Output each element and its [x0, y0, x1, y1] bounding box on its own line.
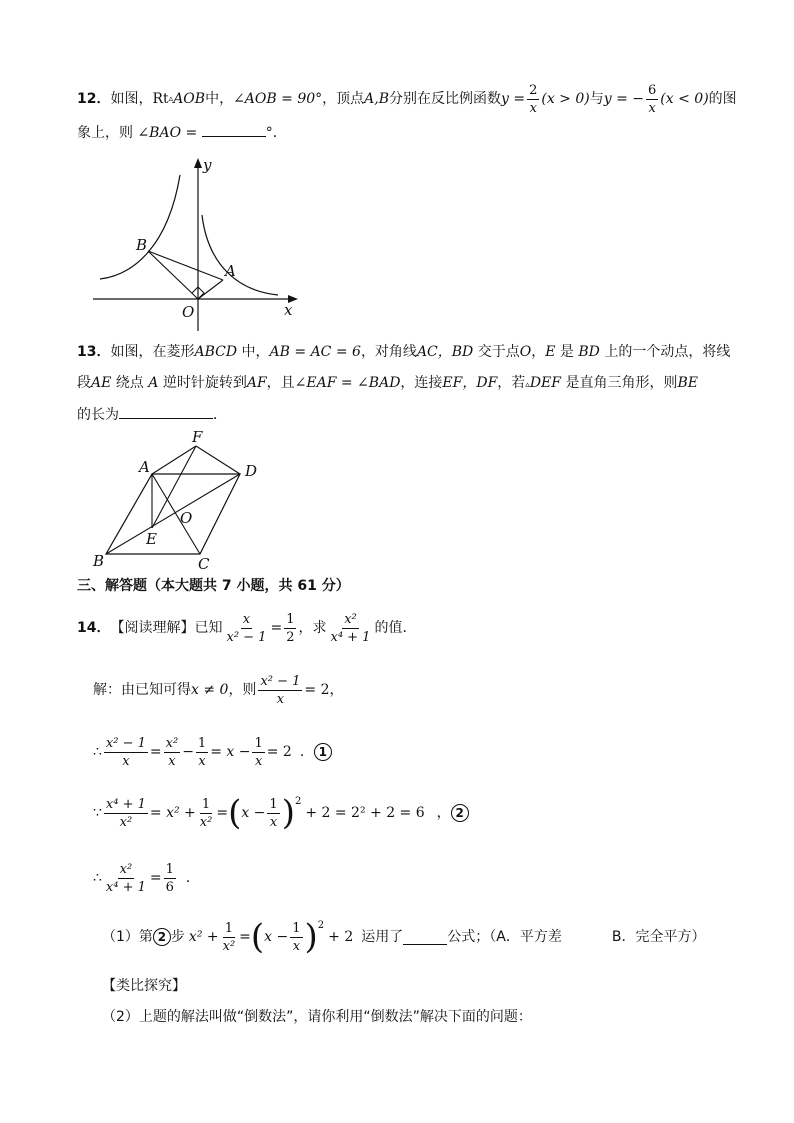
step1-frac-a: $\frac{\text{x² − 1}}{x}$: [105, 735, 146, 769]
q14-text: ，: [436, 805, 451, 821]
q14-tag: 【阅读理解】: [110, 620, 195, 636]
label-o: O: [182, 303, 195, 321]
q13-text: ，: [531, 344, 546, 360]
left-paren: (: [228, 793, 242, 833]
q14-analog-tag: 【类比探究】: [102, 978, 186, 994]
q14-text: ，则: [228, 682, 257, 698]
q13-text: ．: [213, 407, 227, 423]
label-a: A: [225, 262, 236, 280]
sub1-frac-a: $\frac{1}{\text{x²}}$: [222, 920, 236, 954]
q12-text: 分别在反比例函数: [389, 91, 501, 107]
q13-text: 如图，在菱形: [110, 344, 195, 360]
label-a: A: [139, 458, 150, 476]
q12-line2: [77, 122, 287, 143]
q13-text: 上的一个动点，将线: [599, 344, 731, 360]
q13-text: 逆时针旋转到: [158, 375, 247, 391]
q13-text: 段: [77, 375, 91, 391]
q12-text: 如图，: [110, 91, 153, 107]
q12-points: A,B: [364, 91, 389, 107]
q13-text: 中，: [237, 344, 270, 360]
sub1-option-a: 公式；（A．平方差: [447, 929, 562, 945]
q14-target-fraction: $\frac{\text{x²}}{\text{x⁴ + 1}}$: [330, 611, 371, 645]
step2-frac-b: $\frac{1}{\text{x²}}$: [199, 796, 213, 830]
right-paren: ): [304, 917, 318, 957]
triangle-symbol: ▵: [168, 94, 174, 104]
q14-step1: [93, 733, 332, 771]
q14-text: ，求: [298, 620, 327, 636]
q12-rt: Rt: [152, 91, 169, 107]
q12-text: 与: [589, 91, 604, 107]
sub1-text: 步: [170, 929, 185, 945]
q13-segment-ae: AE: [91, 375, 112, 391]
equals: =: [149, 744, 162, 760]
q14-text: ．: [185, 870, 200, 886]
therefore-symbol: ∴: [93, 744, 102, 760]
right-paren: ): [281, 793, 295, 833]
step1-frac-b: $\frac{\text{x²}}{x}$: [165, 735, 179, 769]
step2-frac-a: $\frac{\text{x⁴ + 1}}{\text{x²}}$: [105, 796, 146, 830]
q12-line1: [77, 84, 737, 114]
step2-frac-c: $\frac{1}{x}$: [269, 796, 278, 830]
sub1-plus2: + 2: [328, 929, 354, 945]
label-c: C: [198, 555, 210, 573]
q13-line3: [77, 404, 227, 425]
q13-text: 是直角三角形，则: [561, 375, 678, 391]
q13-diagonals: AC，BD: [416, 344, 474, 360]
circled-number-1: 1: [314, 743, 332, 761]
step1-frac-c: $\frac{1}{x}$: [197, 735, 207, 769]
q12-text: 中，: [205, 91, 234, 107]
q13-number: 13．: [77, 344, 111, 360]
q14-text: ．: [299, 744, 314, 760]
q12-func2-y: y = −: [603, 91, 645, 107]
step2-expr: = x² +: [149, 805, 196, 821]
q13-rhombus: ABCD: [194, 344, 238, 360]
label-e: E: [146, 530, 157, 548]
q12-text: °．: [265, 125, 287, 141]
q14-condition: x ≠ 0: [191, 682, 229, 698]
q13-text: ，连接: [400, 375, 443, 391]
q13-segment-be: BE: [677, 375, 698, 391]
q13-segment-bd: BD: [578, 344, 600, 360]
step3-frac-b: $\frac{1}{6}$: [165, 861, 174, 895]
section-heading: 三、解答题（本大题共 7 小题，共 61 分）: [77, 578, 350, 594]
q12-asked-angle: ∠BAO =: [137, 125, 198, 141]
q13-text: 的长为: [77, 407, 119, 423]
q12-angle-condition: ∠AOB = 90°: [233, 91, 323, 107]
label-f: F: [192, 428, 203, 446]
label-o: O: [180, 509, 193, 527]
q13-text: ，且: [266, 375, 295, 391]
q12-func1-domain: (x > 0): [541, 91, 590, 107]
q13-text: 是: [555, 344, 579, 360]
q13-point-o: O: [519, 344, 532, 360]
step3-frac-a: $\frac{\text{x²}}{\text{x⁴ + 1}}$: [105, 861, 146, 895]
left-paren: (: [250, 917, 265, 957]
q14-intro-eq: = 2: [304, 682, 330, 698]
q12-func2-fraction: $\frac{6}{x}$: [648, 82, 657, 116]
y-axis-arrow: [194, 158, 202, 168]
q13-figure: [88, 428, 278, 574]
label-b: B: [136, 236, 148, 254]
circled-number-2: 2: [153, 928, 171, 946]
label-b: B: [93, 552, 105, 570]
q14-number: 14．: [77, 620, 111, 636]
q14-sub1-answer-blank[interactable]: [403, 930, 447, 945]
circled-number-2: 2: [451, 804, 469, 822]
because-symbol: ∵: [93, 805, 102, 821]
sub1-label: （1）第: [102, 929, 153, 945]
q13-point-a: A: [148, 375, 159, 391]
q13-segments-ef-df: EF，DF: [442, 375, 498, 391]
q14-intro-fraction: $\frac{\text{x² − 1}}{x}$: [260, 673, 301, 707]
sub1-text: 运用了: [361, 929, 404, 945]
step2-tail: + 2 = 2² + 2 = 6: [305, 805, 425, 821]
q14-text: 已知: [194, 620, 223, 636]
minus: −: [182, 744, 194, 760]
q13-point-e: E: [545, 344, 556, 360]
therefore-symbol: ∴: [93, 870, 102, 886]
right-hyperbola: [202, 215, 278, 295]
sub1-option-b: B．完全平方）: [611, 929, 706, 945]
q13-answer-blank[interactable]: [119, 404, 213, 419]
left-hyperbola: [100, 175, 180, 279]
segment-bo: [148, 251, 198, 299]
q12-func1-y: y =: [501, 91, 526, 107]
step1-frac-d: $\frac{1}{x}$: [254, 735, 263, 769]
step1-expr: = x −: [210, 744, 251, 760]
q12-answer-blank[interactable]: [202, 122, 266, 137]
q14-step3: [93, 858, 200, 898]
equals: =: [239, 929, 251, 945]
equals: =: [270, 620, 283, 636]
segment-ao: [198, 280, 223, 299]
q13-text: 交于点: [473, 344, 520, 360]
q14-text: 解：由已知可得: [93, 682, 191, 698]
q13-text: 绕点: [111, 375, 149, 391]
q14-step2: ∵ $\frac{\text{x⁴ + 1}}{\text{x²}}$ = x² + $\frac{1}{\text{x²}}$ = ( x − $\frac{1}{x}$ ) 2 + 2 = 2² + 2 = 6 ， 2: [93, 790, 469, 836]
triangle-symbol: ▵: [525, 380, 530, 390]
q13-angle-equation: ∠EAF = ∠BAD: [294, 375, 401, 391]
sub1-frac-b: $\frac{1}{x}$: [292, 920, 301, 954]
q14-solution-intro: [93, 672, 344, 708]
q13-triangle-def: DEF: [529, 375, 561, 391]
q13-line2: [77, 373, 698, 395]
q12-text: 象上，则: [77, 125, 133, 141]
q14-prompt: [77, 610, 416, 646]
q13-side-equation: AB = AC = 6: [269, 344, 361, 360]
q12-text: ，顶点: [322, 91, 365, 107]
q13-segment-af: AF: [246, 375, 267, 391]
q13-line1: [77, 342, 730, 362]
label-d: D: [245, 462, 258, 480]
label-y: y: [203, 156, 212, 174]
q13-text: ，若: [497, 375, 526, 391]
sub1-inner: x −: [264, 929, 289, 945]
segment-af: [152, 446, 196, 474]
q13-text: ，对角线: [360, 344, 417, 360]
q12-triangle: AOB: [173, 91, 206, 107]
q12-figure: [88, 155, 303, 335]
q14-sub2: （2）上题的解法叫做“倒数法”，请你利用“倒数法”解决下面的问题：: [102, 1009, 532, 1025]
q12-number: 12．: [77, 91, 111, 107]
label-x: x: [284, 301, 293, 319]
step1-result: = 2: [266, 744, 292, 760]
step2-inner: x −: [241, 805, 266, 821]
segment-ba: [148, 251, 223, 280]
q14-text: 的值．: [374, 620, 417, 636]
q12-text: 的图: [708, 91, 737, 107]
q12-func2-domain: (x < 0): [660, 91, 709, 107]
sub1-expr: x² +: [188, 929, 219, 945]
q14-sub1: （1）第 2 步 x² + $\frac{1}{\text{x²}}$ = ( x − $\frac{1}{x}$ ) 2 + 2 运用了 公式；（A．平方差 B．完全平方）: [102, 917, 706, 957]
segment-df: [196, 446, 240, 474]
q14-text: ，: [329, 682, 344, 698]
equals: =: [216, 805, 229, 821]
q14-given-rhs: $\frac{1}{2}$: [286, 611, 295, 645]
q12-func1-fraction: $\frac{2}{x}$: [529, 82, 538, 116]
equals: =: [149, 870, 162, 886]
q14-given-fraction: $\frac{x}{\text{x² − 1}}$: [226, 611, 267, 645]
